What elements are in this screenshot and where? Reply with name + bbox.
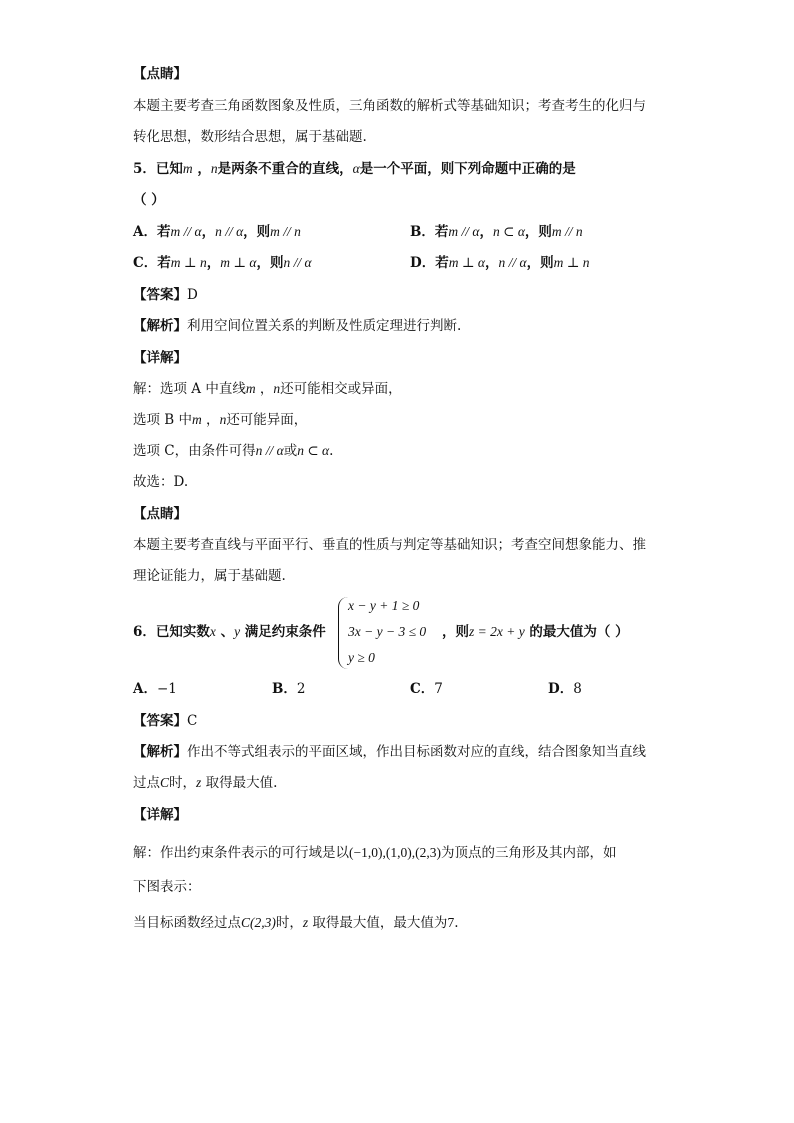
math-expr: m ⊥ n bbox=[553, 255, 590, 270]
answer-label: 【答案】 bbox=[133, 287, 187, 303]
comma: ， bbox=[206, 255, 221, 271]
math-x: x bbox=[209, 624, 216, 639]
answer-label: 【答案】 bbox=[133, 713, 187, 729]
detail-text: ， bbox=[255, 381, 274, 397]
math-expr: n // α bbox=[255, 443, 284, 458]
math-m: m bbox=[245, 381, 256, 396]
math-expr: m // α bbox=[170, 224, 202, 239]
math-z: z bbox=[302, 915, 309, 930]
option-a bbox=[133, 680, 177, 698]
answer-value: C bbox=[187, 713, 198, 729]
paragraph-line: 本题主要考查三角函数图象及性质，三角函数的解析式等基础知识；考查考生的化归与 bbox=[133, 98, 646, 114]
detail-line bbox=[133, 442, 333, 460]
math-n: n bbox=[273, 381, 281, 396]
math-expr: n // α bbox=[283, 255, 312, 270]
detail-text: 解：作出约束条件表示的可行域是以 bbox=[133, 845, 349, 861]
math-expr: m ⊥ α bbox=[448, 255, 485, 270]
math-expr: m // n bbox=[270, 224, 301, 239]
math-value: 7 bbox=[447, 915, 455, 930]
then-text: ，则 bbox=[526, 255, 554, 271]
detail-text: 取得最大值，最大值为 bbox=[308, 915, 448, 931]
math-n: n bbox=[210, 161, 218, 176]
option-label: D． bbox=[548, 681, 574, 697]
detail-text: 当目标函数经过点 bbox=[133, 915, 241, 931]
stem-text: 5．已知 bbox=[133, 161, 183, 177]
option-label: D．若 bbox=[410, 255, 449, 271]
question-5-stem bbox=[133, 160, 576, 178]
answer-value: D bbox=[187, 287, 198, 303]
detail-text: 选项 C，由条件可得 bbox=[133, 443, 256, 459]
math-alpha: α bbox=[352, 161, 360, 176]
math-vertices: (−1,0),(1,0),(2,3) bbox=[349, 845, 441, 860]
section-heading-dianjing: 【点睛】 bbox=[133, 66, 187, 82]
math-expr: m ⊥ α bbox=[220, 255, 257, 270]
math-C: C bbox=[160, 775, 170, 790]
analysis-text: 利用空间位置关系的判断及性质定理进行判断. bbox=[187, 318, 462, 334]
analysis-text: 时， bbox=[169, 775, 197, 791]
detail-line bbox=[133, 844, 616, 862]
option-b bbox=[410, 223, 583, 241]
option-value: 7 bbox=[434, 681, 443, 697]
math-expr: n ⊂ α bbox=[493, 224, 525, 239]
stem-text: 、 bbox=[215, 624, 235, 640]
math-m: m bbox=[182, 161, 193, 176]
detail-label: 【详解】 bbox=[133, 807, 187, 823]
stem-text: 是一个平面，则下列命题中正确的是 bbox=[359, 161, 576, 177]
option-value: 8 bbox=[573, 681, 582, 697]
stem-text: 满足约束条件 bbox=[240, 624, 326, 640]
answer-line bbox=[133, 712, 197, 730]
comma: ， bbox=[485, 255, 499, 271]
paragraph-line: 理论证能力，属于基础题. bbox=[133, 568, 286, 584]
analysis-text: 过点 bbox=[133, 775, 160, 791]
math-expr: n ⊂ α bbox=[297, 443, 330, 458]
constraint-2: 3x − y − 3 ≤ 0 bbox=[348, 624, 427, 639]
analysis-line bbox=[133, 774, 277, 792]
detail-text: 还可能异面， bbox=[226, 412, 308, 428]
analysis-line bbox=[133, 743, 646, 761]
detail-text: 为顶点的三角形及其内部，如 bbox=[440, 845, 617, 861]
math-y: y bbox=[234, 624, 241, 639]
stem-text: 6．已知实数 bbox=[133, 624, 210, 640]
math-expr: n // α bbox=[215, 224, 244, 239]
detail-text: 时， bbox=[275, 915, 303, 931]
analysis-text: 取得最大值. bbox=[201, 775, 278, 791]
detail-text: 解：选项 A 中直线 bbox=[133, 381, 246, 397]
math-m: m bbox=[192, 412, 202, 427]
math-objective: z = 2x + y bbox=[469, 624, 525, 639]
option-b bbox=[272, 680, 306, 698]
detail-text: 或 bbox=[283, 443, 298, 459]
question-5-paren: （ ） bbox=[133, 192, 165, 208]
option-d bbox=[548, 680, 582, 698]
detail-text: 还可能相交或异面， bbox=[280, 381, 402, 397]
paragraph-line: 本题主要考查直线与平面平行、垂直的性质与判定等基础知识；考查空间想象能力、推 bbox=[133, 537, 646, 553]
option-label: B． bbox=[272, 681, 297, 697]
detail-line: 故选：D. bbox=[133, 474, 189, 490]
option-c bbox=[133, 254, 312, 272]
then-text: ，则 bbox=[524, 224, 552, 240]
comma: ， bbox=[201, 224, 216, 240]
detail-text: 选项 B 中 bbox=[133, 412, 193, 428]
option-a bbox=[133, 223, 301, 241]
math-point: C(2,3) bbox=[241, 915, 276, 930]
analysis-label: 【解析】 bbox=[133, 318, 187, 334]
answer-line bbox=[133, 286, 198, 304]
option-c bbox=[410, 680, 443, 698]
math-expr: m ⊥ n bbox=[170, 255, 207, 270]
detail-text: . bbox=[329, 443, 334, 459]
section-heading-dianjing: 【点睛】 bbox=[133, 506, 187, 522]
detail-label: 【详解】 bbox=[133, 350, 187, 366]
constraint-3: y ≥ 0 bbox=[348, 650, 375, 665]
comma: ， bbox=[479, 224, 494, 240]
option-label: C．若 bbox=[133, 255, 171, 271]
option-d bbox=[410, 254, 590, 272]
option-label: B．若 bbox=[410, 224, 449, 240]
math-n: n bbox=[219, 412, 227, 427]
analysis-label: 【解析】 bbox=[133, 744, 187, 760]
then-text: ，则 bbox=[243, 224, 271, 240]
analysis-text: 作出不等式组表示的平面区域，作出目标函数对应的直线，结合图象知当直线 bbox=[187, 744, 646, 760]
question-6-stem-left bbox=[133, 623, 326, 641]
analysis-line bbox=[133, 317, 461, 335]
stem-text: 的最大值为（ ） bbox=[524, 624, 629, 640]
detail-line: 下图表示： bbox=[133, 879, 201, 895]
constraint-1: x − y + 1 ≥ 0 bbox=[348, 598, 420, 613]
detail-line bbox=[133, 380, 402, 398]
detail-text: . bbox=[454, 915, 459, 931]
option-label: A． bbox=[133, 681, 157, 697]
detail-text: ， bbox=[201, 412, 220, 428]
math-expr: n // α bbox=[498, 255, 527, 270]
option-value: −1 bbox=[156, 681, 177, 697]
paragraph-line: 转化思想，数形结合思想，属于基础题. bbox=[133, 129, 367, 145]
option-label: A．若 bbox=[133, 224, 171, 240]
detail-line bbox=[133, 411, 307, 429]
math-expr: m // n bbox=[551, 224, 583, 239]
math-expr: m // α bbox=[448, 224, 480, 239]
detail-line bbox=[133, 914, 458, 932]
stem-text: 是两条不重合的直线， bbox=[217, 161, 353, 177]
option-label: C． bbox=[410, 681, 435, 697]
question-6-stem-right bbox=[442, 623, 629, 641]
option-value: 2 bbox=[296, 681, 306, 697]
stem-text: ，则 bbox=[442, 624, 469, 640]
math-z: z bbox=[196, 775, 202, 790]
stem-text: ， bbox=[192, 161, 211, 177]
then-text: ，则 bbox=[256, 255, 284, 271]
